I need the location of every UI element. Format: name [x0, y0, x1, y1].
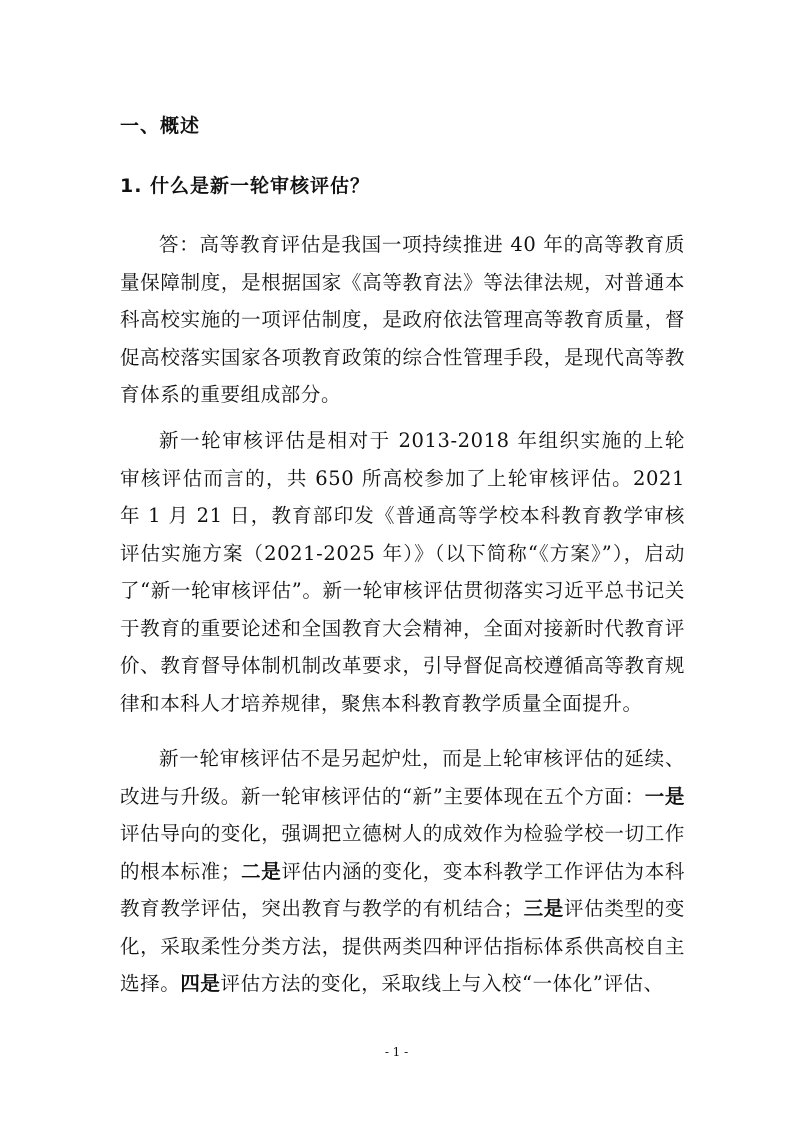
ordinal-third: 三是 — [523, 897, 564, 920]
section-heading: 一、概述 — [120, 115, 201, 137]
aspect-third-text: 评估类型的变化，采取柔性分类方法，提供两类四种评估指标体系供高校自主选择。 — [120, 897, 685, 995]
paragraph-answer-intro: 答：高等教育评估是我国一项持续推进 40 年的高等教育质量保障制度，是根据国家《高等教育法》等法律法规，对普通本科高校实施的一项评估制度，是政府依法管理高等教育质量，督促高校落实国家各项教育政策的综合性管理手段，是现代高等教育体系的重要组成部分。 — [120, 233, 685, 406]
five-aspects-intro: 新一轮审核评估不是另起炉灶，而是上轮审核评估的延续、改进与升级。新一轮审核评估的“新”主要体现在五个方面： — [120, 747, 685, 808]
paragraph-new-round-background: 新一轮审核评估是相对于 2013-2018 年组织实施的上轮审核评估而言的，共 650 所高校参加了上轮审核评估。2021 年 1 月 21 日，教育部印发《普通高等学校本科教育教学审核评估实施方案（2021-2025 年）》（以下简称“《方案》”），启动了“新一轮审核评估”。新一轮审核评估贯彻落实习近平总书记关于教育的重要论述和全国教育大会精神，全面对接新时代教育评价、教育督导体制机制改革要求，引导督促高校遵循高等教育规律和本科人才培养规律，聚焦本科教育教学质量全面提升。 — [120, 429, 685, 715]
aspect-first-text: 评估导向的变化，强调把立德树人的成效作为检验学校一切工作的根本标准； — [120, 822, 685, 883]
paragraph-five-aspects — [120, 740, 685, 1003]
ordinal-first: 一是 — [644, 784, 686, 808]
page-number: - 1 - — [384, 1045, 409, 1059]
aspect-second-text: 评估内涵的变化，变本科教学工作评估为本科教育教学评估，突出教育与教学的有机结合； — [120, 859, 685, 920]
ordinal-fourth: 四是 — [180, 972, 221, 995]
aspect-fourth-text: 评估方法的变化，采取线上与入校“一体化”评估、 — [220, 972, 664, 995]
ordinal-second: 二是 — [241, 859, 282, 883]
document-page — [120, 0, 685, 1122]
question-heading: 1. 什么是新一轮审核评估？ — [120, 175, 371, 197]
